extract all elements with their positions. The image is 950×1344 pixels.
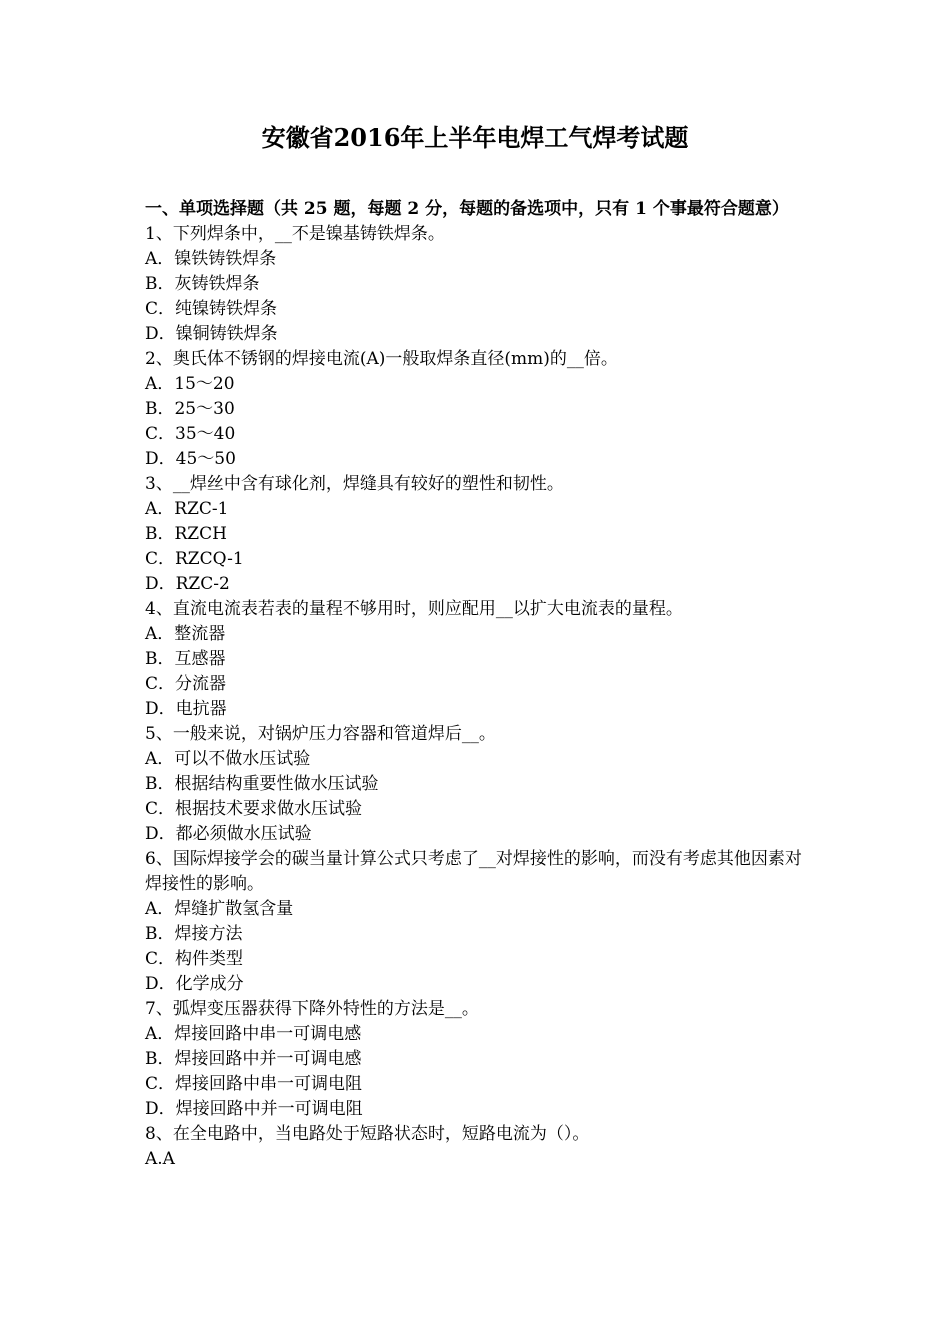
- question-option: A．焊缝扩散氢含量: [145, 899, 294, 919]
- question-option: D．焊接回路中并一可调电阻: [145, 1099, 363, 1119]
- question-option: A．镍铁铸铁焊条: [145, 249, 277, 269]
- question-option: B．互感器: [145, 649, 226, 669]
- question-option: C．分流器: [145, 674, 227, 694]
- document-title: 安徽省2016年上半年电焊工气焊考试题: [261, 123, 689, 152]
- question-stem: 7、弧焊变压器获得下降外特性的方法是__。: [145, 999, 479, 1019]
- question-list: [145, 222, 810, 1172]
- section-heading: 一、单项选择题（共 25 题，每题 2 分，每题的备选项中，只有 1 个事最符合题意）: [145, 199, 789, 219]
- question-stem: 8、在全电路中，当电路处于短路状态时，短路电流为（）。: [145, 1124, 590, 1144]
- question-option: A.A: [145, 1149, 175, 1169]
- question-option: B．焊接回路中并一可调电感: [145, 1049, 362, 1069]
- question-stem: 6、国际焊接学会的碳当量计算公式只考虑了__对焊接性的影响，而没有考虑其他因素对焊接性的影响。: [145, 849, 802, 894]
- question-option: C．RZCQ-1: [145, 549, 244, 569]
- question-option: C．35～40: [145, 424, 236, 444]
- question-stem: 4、直流电流表若表的量程不够用时，则应配用__以扩大电流表的量程。: [145, 599, 683, 619]
- question-option: D．RZC-2: [145, 574, 230, 594]
- question-option: D．都必须做水压试验: [145, 824, 312, 844]
- question-option: B．焊接方法: [145, 924, 243, 944]
- question-option: B．灰铸铁焊条: [145, 274, 260, 294]
- question-stem: 5、一般来说，对锅炉压力容器和管道焊后__。: [145, 724, 496, 744]
- question-option: A．整流器: [145, 624, 226, 644]
- question-option: C．构件类型: [145, 949, 244, 969]
- question-option: C．纯镍铸铁焊条: [145, 299, 278, 319]
- question-option: D．化学成分: [145, 974, 244, 994]
- question-option: B．RZCH: [145, 524, 227, 544]
- question-stem: 2、奥氏体不锈钢的焊接电流(A)一般取焊条直径(mm)的__倍。: [145, 349, 618, 369]
- question-option: B．根据结构重要性做水压试验: [145, 774, 379, 794]
- document-body: [145, 197, 810, 1172]
- question-stem: 1、下列焊条中，__不是镍基铸铁焊条。: [145, 224, 445, 244]
- question-option: C．焊接回路中串一可调电阻: [145, 1074, 363, 1094]
- question-option: A．可以不做水压试验: [145, 749, 311, 769]
- question-option: D．电抗器: [145, 699, 227, 719]
- question-option: A．RZC-1: [145, 499, 229, 519]
- question-option: C．根据技术要求做水压试验: [145, 799, 363, 819]
- question-option: A．15～20: [145, 374, 235, 394]
- question-option: D．45～50: [145, 449, 236, 469]
- question-option: A．焊接回路中串一可调电感: [145, 1024, 362, 1044]
- question-option: D．镍铜铸铁焊条: [145, 324, 278, 344]
- question-stem: 3、__焊丝中含有球化剂，焊缝具有较好的塑性和韧性。: [145, 474, 564, 494]
- question-option: B．25～30: [145, 399, 235, 419]
